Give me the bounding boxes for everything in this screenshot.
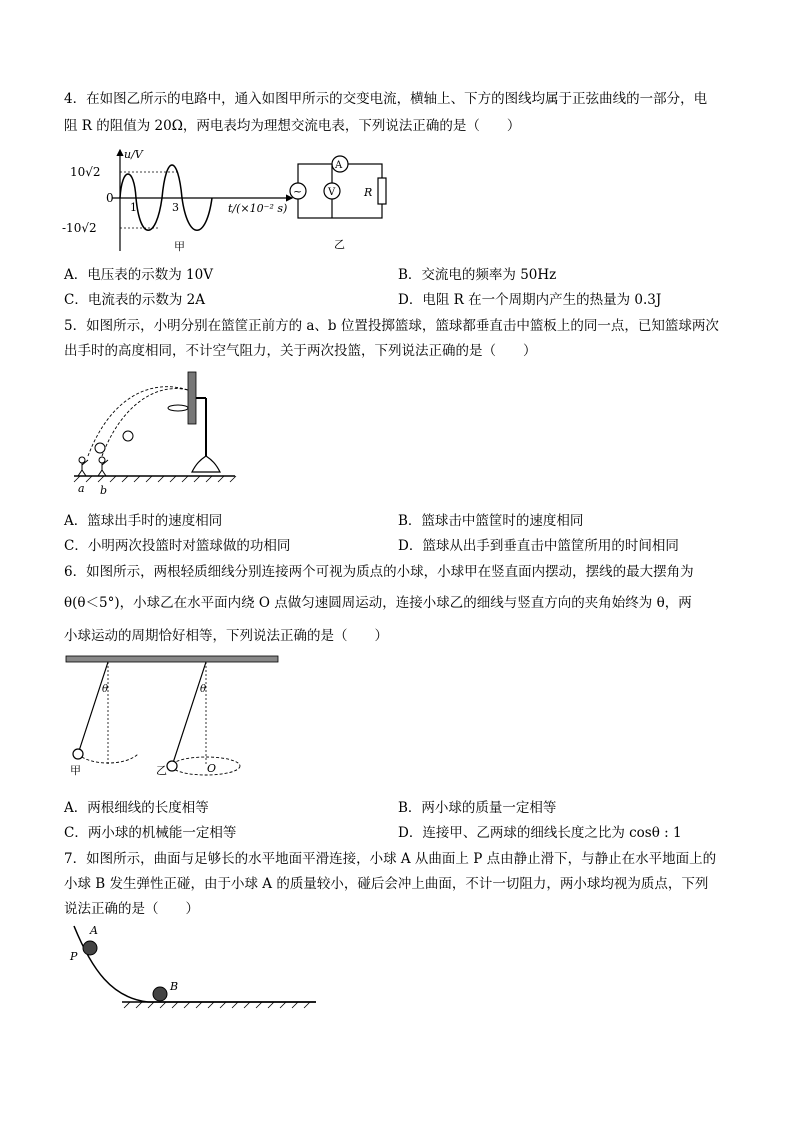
q6-stem-line2: θ(θ＜5°)，小球乙在水平面内绕 O 点做匀速圆周运动，连接小球乙的细线与竖直方向的夹角始终为 θ，两 bbox=[64, 595, 692, 611]
q6-option-d[interactable]: D．连接甲、乙两球的细线长度之比为 cosθ : 1 bbox=[398, 825, 682, 841]
q4-figure-graph bbox=[60, 146, 303, 256]
q6-option-b[interactable]: B．两小球的质量一定相等 bbox=[398, 800, 557, 816]
ball-a-icon bbox=[83, 941, 97, 955]
q5-option-b[interactable]: B．篮球击中篮筐时的速度相同 bbox=[398, 513, 584, 529]
q4-option-c[interactable]: C．电流表的示数为 2A bbox=[64, 292, 205, 308]
q4-stem-line1: 4．在如图乙所示的电路中，通入如图甲所示的交变电流，横轴上、下方的图线均属于正弦曲线的一部分，电 bbox=[64, 91, 708, 107]
q6-figure-pendulums bbox=[60, 654, 282, 784]
player-b-icon bbox=[98, 457, 108, 476]
q6-theta-jia: θ bbox=[102, 684, 109, 695]
voltmeter-label: V bbox=[328, 187, 336, 198]
q7-stem-line2: 小球 B 发生弹性正碰，由于小球 A 的质量较小，碰后会冲上曲面，不计一切阻力，两小球均视为质点，下列 bbox=[64, 876, 709, 892]
q4-bottom-value: -10√2 bbox=[62, 221, 97, 235]
q4-stem-line2: 阻 R 的阻值为 20Ω，两电表均为理想交流电表，下列说法正确的是（ ） bbox=[64, 118, 521, 134]
resistor-icon bbox=[378, 178, 386, 204]
ball-a-icon bbox=[95, 443, 105, 453]
q4-caption-yi: 乙 bbox=[334, 238, 345, 251]
q5-label-a: a bbox=[78, 482, 85, 495]
ball-jia-icon bbox=[73, 749, 83, 759]
q7-label-p: P bbox=[70, 950, 78, 963]
q4-figure-circuit bbox=[284, 150, 404, 255]
q6-option-a[interactable]: A．两根细线的长度相等 bbox=[64, 800, 209, 816]
q4-option-b[interactable]: B．交流电的频率为 50Hz bbox=[398, 267, 557, 283]
q4-option-d[interactable]: D．电阻 R 在一个周期内产生的热量为 0.3J bbox=[398, 292, 662, 308]
q4-tick-3: 3 bbox=[172, 201, 179, 214]
q5-option-d[interactable]: D．篮球从出手到垂直击中篮筐所用的时间相同 bbox=[398, 538, 679, 554]
q4-x-axis-label: t/(×10⁻² s) bbox=[228, 202, 288, 215]
q6-label-o: O bbox=[207, 762, 217, 775]
q7-label-b: B bbox=[170, 980, 179, 993]
q6-theta-yi: θ bbox=[200, 684, 207, 695]
q6-stem-line3: 小球运动的周期恰好相等，下列说法正确的是（ ） bbox=[64, 628, 388, 644]
q4-caption-jia: 甲 bbox=[174, 240, 185, 253]
ball-yi-icon bbox=[167, 761, 177, 771]
q4-top-value: 10√2 bbox=[70, 165, 101, 179]
backboard-icon bbox=[188, 372, 196, 424]
player-a-icon bbox=[78, 457, 88, 476]
resistor-label: R bbox=[364, 186, 373, 199]
hoop-icon bbox=[168, 405, 188, 411]
q5-stem-line2: 出手时的高度相同，不计空气阻力，关于两次投篮，下列说法正确的是（ ） bbox=[64, 343, 537, 359]
ball-b-icon bbox=[153, 987, 167, 1001]
q7-figure-collision bbox=[62, 920, 324, 1020]
q6-label-yi: 乙 bbox=[156, 764, 167, 777]
svg-text:~: ~ bbox=[293, 185, 303, 198]
q6-option-c[interactable]: C．两小球的机械能一定相等 bbox=[64, 825, 237, 841]
q6-label-jia: 甲 bbox=[70, 764, 81, 777]
q5-option-c[interactable]: C．小明两次投篮时对篮球做的功相同 bbox=[64, 538, 291, 554]
ammeter-label: A bbox=[335, 160, 343, 171]
q4-tick-1: 1 bbox=[130, 201, 137, 214]
q5-label-b: b bbox=[100, 484, 108, 497]
q5-option-a[interactable]: A．篮球出手时的速度相同 bbox=[64, 513, 223, 529]
q4-y-axis-label: u/V bbox=[124, 148, 143, 161]
q7-label-a: A bbox=[90, 924, 98, 937]
q6-stem-line1: 6．如图所示，两根轻质细线分别连接两个可视为质点的小球，小球甲在竖直面内摆动，摆线的最大摆角为 bbox=[64, 564, 694, 580]
q5-figure-basketball bbox=[70, 368, 240, 498]
q4-origin: 0 bbox=[106, 191, 114, 205]
q7-stem-line1: 7．如图所示，曲面与足够长的水平地面平滑连接，小球 A 从曲面上 P 点由静止滑下，与静止在水平地面上的 bbox=[64, 851, 717, 867]
ball-b-icon bbox=[123, 431, 133, 441]
q7-stem-line3: 说法正确的是（ ） bbox=[64, 901, 199, 917]
q4-option-a[interactable]: A．电压表的示数为 10V bbox=[64, 267, 213, 283]
q5-stem-line1: 5．如图所示，小明分别在篮筐正前方的 a、b 位置投掷篮球，篮球都垂直击中篮板上的同一点，已知篮球两次 bbox=[64, 318, 719, 334]
